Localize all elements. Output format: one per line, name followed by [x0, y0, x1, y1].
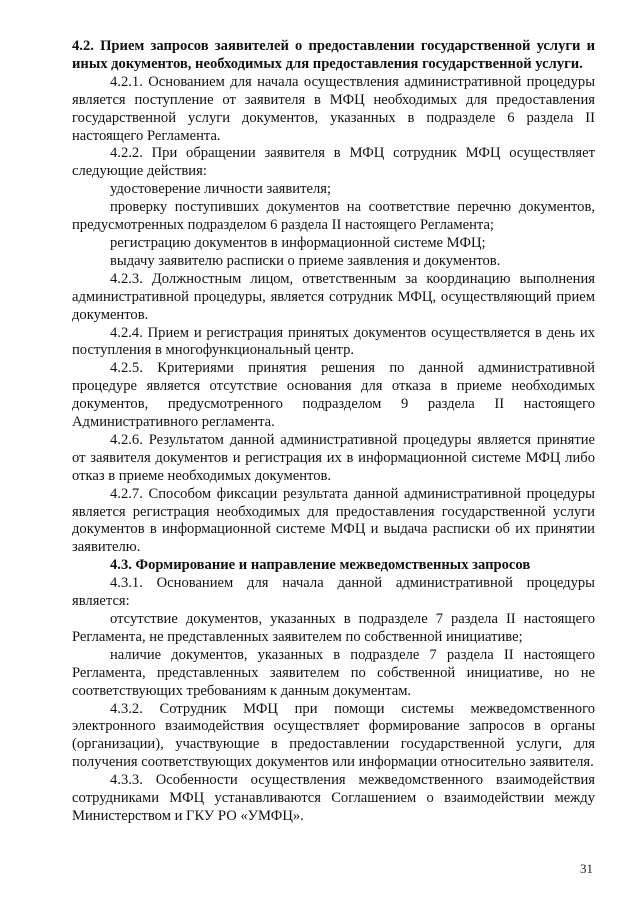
page-number: 31: [580, 861, 593, 876]
list-item-identity-check: удостоверение личности заявителя;: [110, 181, 332, 198]
paragraph-4-2-3: 4.2.3. Должностным лицом, ответственным за координацию выполнения административной процедуры, является сотрудник МФЦ, осуществляющий прием документов.: [72, 270, 595, 323]
list-item-document-registration: регистрацию документов в информационной системе МФЦ;: [110, 234, 486, 251]
list-item-document-verification: проверку поступивших документов на соответствие перечню документов, предусмотренных подразделом 6 раздела II настоящего Регламента;: [72, 199, 595, 234]
paragraph-4-2-1: 4.2.1. Основанием для начала осуществления административной процедуры является поступление от заявителя в МФЦ необходимых для предоставления государственной услуги документов, указанных в подразделе 6 раздела II настоящего Регламента.: [72, 73, 595, 144]
document-body: [72, 38, 595, 826]
section-heading-4-2: 4.2. Прием запросов заявителей о предоставлении государственной услуги и иных документов, необходимых для предоставления государственной услуги.: [72, 38, 595, 72]
paragraph-4-2-4: 4.2.4. Прием и регистрация принятых документов осуществляется в день их поступления в многофункциональный центр.: [72, 324, 595, 359]
list-item-receipt-issuance: выдачу заявителю расписки о приеме заявления и документов.: [110, 252, 501, 269]
paragraph-4-2-7: 4.2.7. Способом фиксации результата данной административной процедуры является регистрация необходимых для предоставления государственной услуги документов в информационной системе МФЦ и выдача расписки об их принятии заявителю.: [72, 485, 595, 556]
paragraph-4-2-6: 4.2.6. Результатом данной административной процедуры является принятие от заявителя документов и регистрация их в информационной системе МФЦ либо отказ в приеме необходимых документов.: [72, 431, 595, 484]
paragraph-4-2-5: 4.2.5. Критериями принятия решения по данной административной процедуре является отсутствие основания для отказа в приеме необходимых документов, предусмотренного подразделом 9 раздела II настоящего Административного регламента.: [72, 360, 595, 431]
section-heading-4-3: 4.3. Формирование и направление межведомственных запросов: [110, 557, 531, 574]
paragraph-4-2-2: 4.2.2. При обращении заявителя в МФЦ сотрудник МФЦ осуществляет следующие действия:: [72, 145, 595, 180]
list-item-missing-documents: отсутствие документов, указанных в подразделе 7 раздела II настоящего Регламента, не представленных заявителем по собственной инициативе;: [72, 611, 595, 645]
paragraph-4-3-2: 4.3.2. Сотрудник МФЦ при помощи системы межведомственного электронного взаимодействия осуществляет формирование запросов в органы (организации), участвующие в предоставлении государственной услуги, для получения соответствующих документов или информации относительно заявителя.: [72, 700, 595, 771]
paragraph-4-3-1: 4.3.1. Основанием для начала данной административной процедуры является:: [72, 575, 595, 610]
list-item-nonconforming-documents: наличие документов, указанных в подразделе 7 раздела II настоящего Регламента, представленных заявителем по собственной инициативе, но не соответствующих требованиям к данным документам.: [72, 646, 595, 699]
paragraph-4-3-3: 4.3.3. Особенности осуществления межведомственного взаимодействия сотрудниками МФЦ устанавливаются Соглашением о взаимодействии между Министерством и ГКУ РО «УМФЦ».: [72, 772, 595, 824]
